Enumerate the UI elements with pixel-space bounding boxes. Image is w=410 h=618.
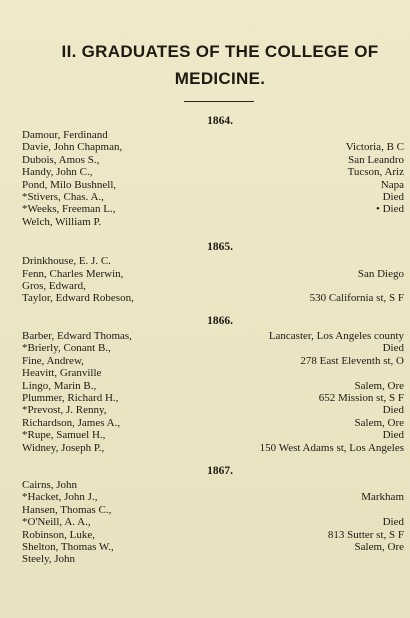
year-section — [22, 463, 404, 566]
graduate-entry — [22, 255, 404, 267]
heading-line-2: MEDICINE. — [174, 69, 266, 88]
graduate-name: Drinkhouse, E. J. C. — [22, 255, 111, 268]
graduate-entry — [22, 166, 404, 178]
year-heading: 1866. — [207, 314, 233, 327]
graduate-name: *Weeks, Freeman L., — [22, 203, 116, 216]
graduate-name: Damour, Ferdinand — [22, 129, 108, 141]
year-section — [22, 239, 404, 305]
graduate-location: Salem, Ore — [354, 540, 404, 553]
graduate-name: Plummer, Richard H., — [22, 391, 119, 404]
graduate-name: *Stivers, Chas. A., — [22, 191, 104, 204]
graduate-name: *Rupe, Samuel H., — [22, 429, 106, 442]
graduate-entry — [22, 541, 404, 553]
graduate-location: San Diego — [357, 267, 404, 280]
graduate-entry — [22, 292, 404, 304]
graduate-location: 150 West Adams st, Los Angeles — [259, 441, 404, 454]
graduate-location: Died — [382, 404, 404, 417]
graduate-name: *Brierly, Conant B., — [22, 342, 111, 355]
graduate-name: *Prevost, J. Renny, — [22, 404, 107, 417]
graduate-entry — [22, 141, 404, 153]
graduate-entry — [22, 516, 404, 528]
graduate-entry — [22, 268, 404, 280]
graduate-location: Salem, Ore — [354, 416, 404, 429]
graduate-location: Markham — [361, 491, 404, 504]
graduate-entry — [22, 553, 404, 565]
graduate-name: Davie, John Chapman, — [22, 141, 123, 154]
year-section — [22, 113, 404, 228]
heading-divider — [184, 101, 254, 102]
graduate-entry — [22, 367, 404, 379]
graduate-entry — [22, 355, 404, 367]
year-heading: 1864. — [207, 115, 233, 127]
heading-line-1: II. GRADUATES OF THE COLLEGE OF — [61, 42, 379, 61]
graduate-name: *Hacket, John J., — [22, 491, 98, 504]
graduate-entry — [22, 404, 404, 416]
graduate-entry — [22, 429, 404, 441]
graduate-entry — [22, 330, 404, 342]
graduate-location: Died — [382, 342, 404, 355]
graduate-location: 652 Mission st, S F — [318, 391, 404, 404]
graduate-entry — [22, 380, 404, 392]
graduate-entry — [22, 479, 404, 491]
graduate-name: Welch, William P. — [22, 215, 102, 228]
graduate-name: Hansen, Thomas C., — [22, 503, 112, 516]
graduate-entry — [22, 203, 404, 215]
graduate-list — [22, 129, 404, 228]
graduate-name: Fenn, Charles Merwin, — [22, 267, 124, 280]
graduate-entry — [22, 442, 404, 454]
year-heading: 1867. — [207, 464, 233, 477]
graduate-location: Victoria, B C — [345, 141, 404, 154]
graduate-name: *O'Neill, A. A., — [22, 516, 91, 529]
graduate-entry — [22, 504, 404, 516]
graduate-name: Pond, Milo Bushnell, — [22, 178, 117, 191]
graduate-location: Died — [382, 191, 404, 204]
graduate-name: Handy, John C., — [22, 166, 93, 179]
graduate-name: Richardson, James A., — [22, 416, 121, 429]
graduate-name: Cairns, John — [22, 478, 77, 491]
graduate-location: Salem, Ore — [354, 379, 404, 392]
graduate-entry — [22, 392, 404, 404]
graduate-name: Gros, Edward, — [22, 280, 86, 293]
graduate-entry — [22, 417, 404, 429]
year-heading: 1865. — [207, 241, 233, 254]
graduate-entry — [22, 216, 404, 228]
graduate-location: Napa — [380, 178, 404, 191]
page-heading — [36, 0, 404, 92]
graduate-location: 530 California st, S F — [309, 292, 404, 305]
graduate-sections — [22, 113, 404, 566]
graduate-name: Heavitt, Granville — [22, 367, 102, 380]
graduate-location: Lancaster, Los Angeles county — [268, 329, 404, 342]
graduate-entry — [22, 179, 404, 191]
year-section — [22, 313, 404, 454]
graduate-location: 278 East Eleventh st, O — [300, 354, 404, 367]
graduate-name: Barber, Edward Thomas, — [22, 329, 132, 342]
graduate-entry — [22, 491, 404, 503]
graduate-name: Lingo, Marin B., — [22, 379, 97, 392]
graduate-entry — [22, 154, 404, 166]
graduate-name: Fine, Andrew, — [22, 354, 84, 367]
graduate-entry — [22, 280, 404, 292]
graduate-entry — [22, 191, 404, 203]
graduate-name: Taylor, Edward Robeson, — [22, 292, 134, 305]
graduate-list — [22, 255, 404, 305]
graduate-location: Tucson, Ariz — [347, 166, 404, 179]
graduate-location: 813 Sutter st, S F — [327, 528, 404, 541]
graduate-name: Shelton, Thomas W., — [22, 540, 114, 553]
graduate-name: Robinson, Luke, — [22, 528, 96, 541]
graduate-entry — [22, 129, 404, 141]
graduate-entry — [22, 529, 404, 541]
graduate-list — [22, 479, 404, 566]
graduate-list — [22, 330, 404, 454]
graduate-location: Died — [382, 429, 404, 442]
graduate-location: San Leandro — [348, 153, 404, 166]
graduate-name: Widney, Joseph P., — [22, 441, 105, 454]
graduate-entry — [22, 342, 404, 354]
graduate-location: Died — [382, 516, 404, 529]
graduate-location: • Died — [376, 203, 404, 216]
graduate-name: Steely, John — [22, 553, 76, 566]
graduate-name: Dubois, Amos S., — [22, 153, 100, 166]
